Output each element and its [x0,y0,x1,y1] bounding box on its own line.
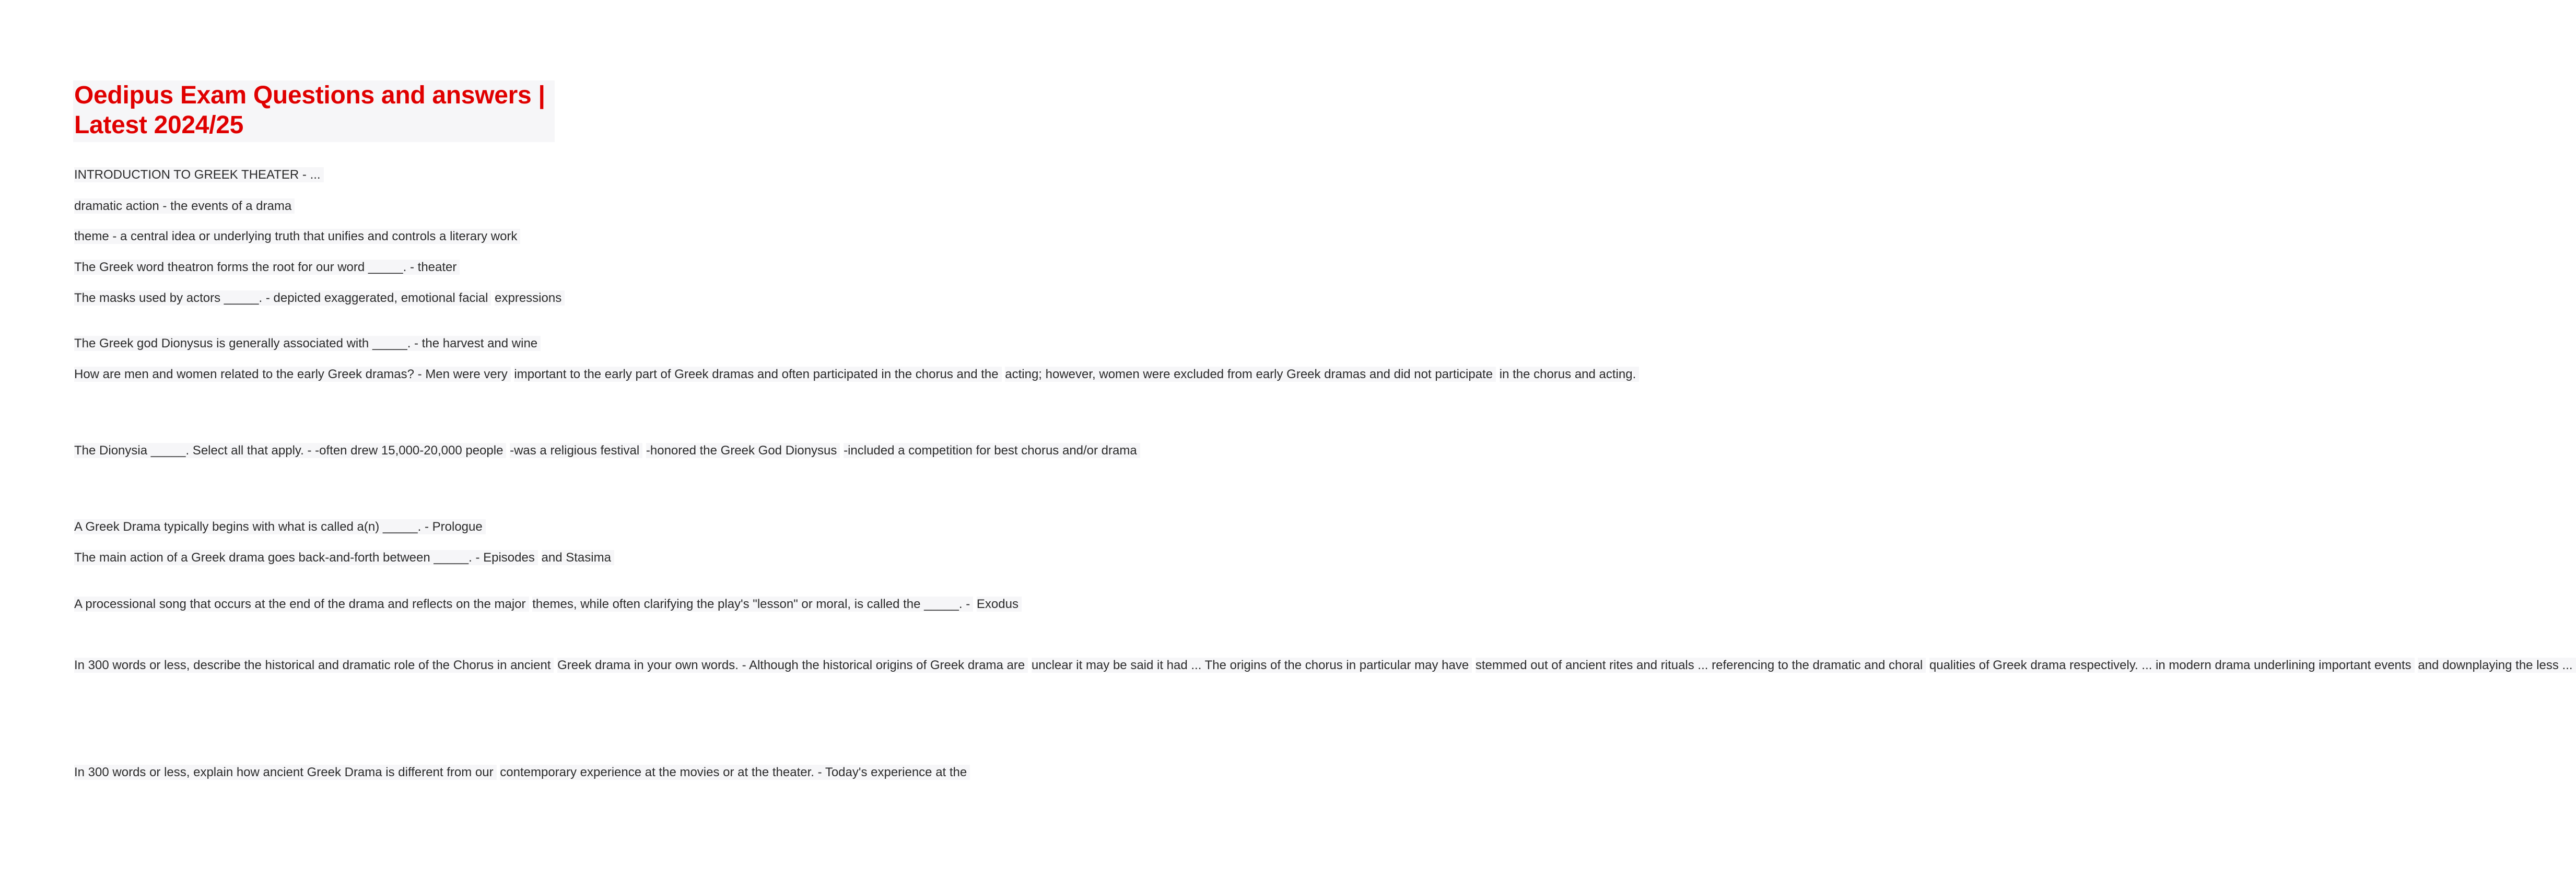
qa-line: How are men and women related to the early Greek dramas? - Men were very [74,367,511,382]
qa-line: acting; however, women were excluded from early Greek dramas and did not participate [1005,367,1496,382]
qa-item-episodes [74,550,611,565]
qa-line: The Dionysia _____. Select all that apply. - -often drew 15,000-20,000 people [74,443,506,458]
qa-line: and Stasima [542,550,614,565]
qa-line: In 300 words or less, describe the historical and dramatic role of the Chorus in ancient [74,658,554,673]
qa-line: -was a religious festival [510,443,642,458]
qa-line: The main action of a Greek drama goes back-and-forth between _____. - Episodes [74,550,538,565]
qa-item-masks [74,290,562,306]
qa-item-contemporary-essay [74,765,967,780]
qa-item-prologue [74,519,555,534]
title-line-2: Latest 2024/25 [74,111,244,139]
qa-line: INTRODUCTION TO GREEK THEATER - ... [74,167,324,182]
qa-item-dramatic-action [74,198,555,214]
qa-line: A Greek Drama typically begins with what is called a(n) _____. - Prologue [74,519,486,534]
qa-line: qualities of Greek drama respectively. ... in modern drama underlining important events [1929,658,2415,673]
qa-item-introduction [74,167,555,182]
qa-item-chorus-essay [74,658,2573,673]
qa-item-theatron [74,260,555,275]
page-title [74,80,545,140]
qa-line: in the chorus and acting. [1500,367,1640,382]
qa-line: A processional song that occurs at the end of the drama and reflects on the major [74,597,529,612]
qa-line: The masks used by actors _____. - depicted exaggerated, emotional facial [74,290,491,306]
qa-line: dramatic action - the events of a drama [74,198,295,214]
qa-line: contemporary experience at the movies or at the theater. - Today's experience at the [500,765,970,780]
qa-line: Exodus [977,597,1022,612]
qa-line: Greek drama in your own words. - Although the historical origins of Greek drama are [557,658,1028,673]
qa-line: The Greek word theatron forms the root for our word _____. - theater [74,260,460,275]
qa-line: and downplaying the less ... [2418,658,2575,673]
qa-line: expressions [495,290,565,306]
qa-line: themes, while often clarifying the play's "lesson" or moral, is called the _____. - [532,597,973,612]
qa-line: The Greek god Dionysus is generally associated with _____. - the harvest and wine [74,336,541,351]
qa-line: theme - a central idea or underlying truth that unifies and controls a literary work [74,229,520,244]
title-block [73,80,555,142]
qa-line: unclear it may be said it had ... The origins of the chorus in particular may have [1032,658,1472,673]
qa-line: -honored the Greek God Dionysus [646,443,840,458]
qa-line: -included a competition for best chorus and/or drama [844,443,1140,458]
title-line-1: Oedipus Exam Questions and answers | [74,81,545,109]
qa-item-exodus [74,597,1018,612]
qa-item-men-women [74,367,1636,382]
qa-line: stemmed out of ancient rites and rituals ... referencing to the dramatic and choral [1476,658,1926,673]
qa-line: In 300 words or less, explain how ancient Greek Drama is different from our [74,765,497,780]
qa-item-dionysus [74,336,555,351]
qa-item-theme [74,229,555,244]
qa-item-dionysia [74,443,1137,458]
qa-line: important to the early part of Greek dramas and often participated in the chorus and the [514,367,1001,382]
